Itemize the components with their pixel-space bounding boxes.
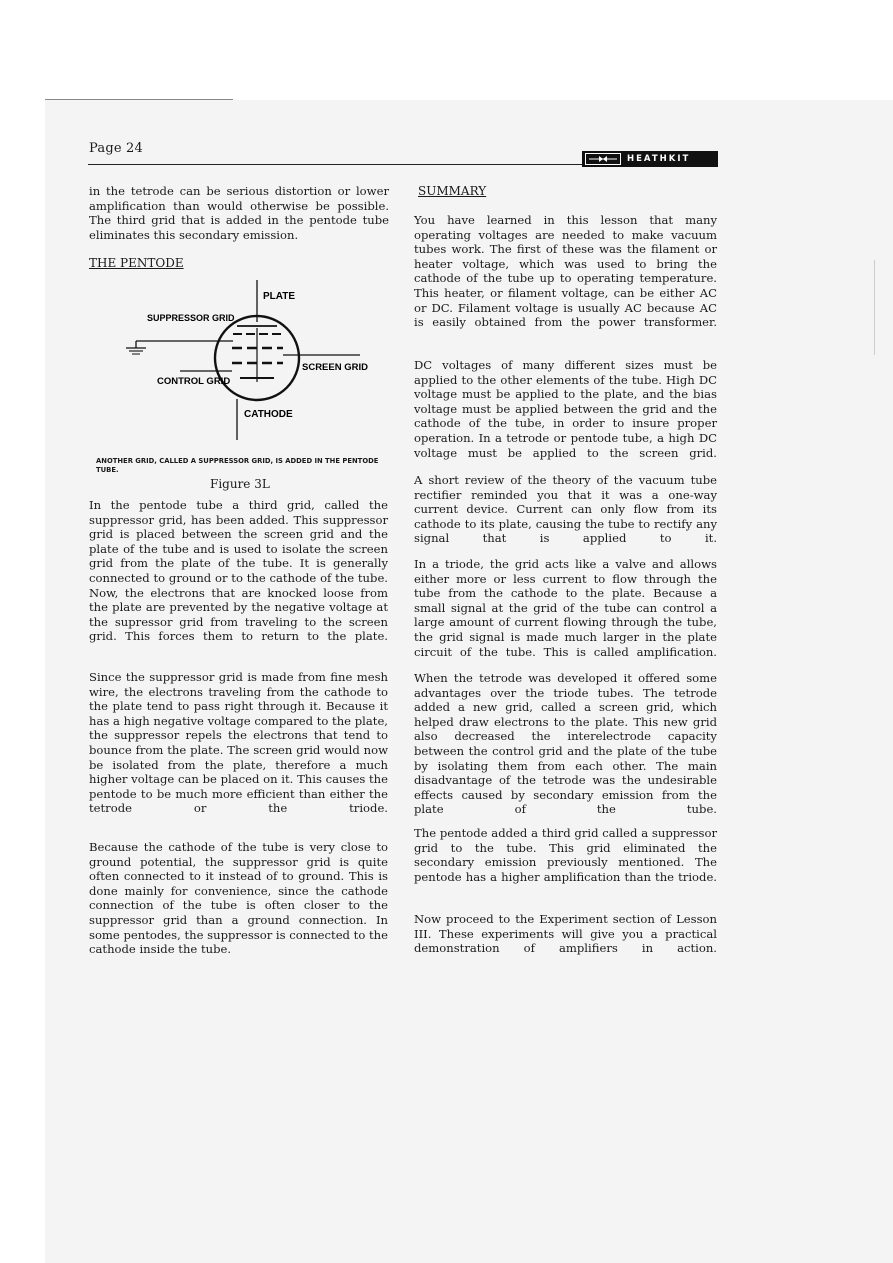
left-paragraph-1: In the pentode tube a third grid, called the suppressor grid, has been added. This suppressor grid is placed between the screen grid and the plate of the tube and is used to isolate the screen grid from the plate of the tube. It is generally connected to ground or to the cathode of the tube. Now, the electrons that are knocked loose from the plate are prevented by the negative voltage at the supressor grid from traveling to the screen grid. This forces them to return to the plate. bbox=[89, 498, 388, 644]
label-screen-grid: SCREEN GRID bbox=[302, 362, 368, 373]
label-control-grid: CONTROL GRID bbox=[157, 376, 231, 387]
label-suppressor-grid: SUPPRESSOR GRID bbox=[147, 313, 235, 323]
edge-mark bbox=[874, 260, 875, 355]
right-paragraph-1: You have learned in this lesson that many operating voltages are needed to make vacuum tubes work. The first of these was the filament or heater voltage, which was used to bring the cathode of the tube up to operating temperature. This heater, or filament voltage, can be either AC or DC. Filament voltage is usually AC because AC is easily obtained from the power transformer. bbox=[414, 213, 717, 330]
summary-heading: SUMMARY bbox=[418, 184, 487, 198]
page-number: Page 24 bbox=[89, 141, 144, 156]
right-paragraph-6: The pentode added a third grid called a suppressor grid to the tube. This grid eliminated the secondary emission previously mentioned. The pentode has a higher amplification than the triode. bbox=[414, 826, 717, 884]
label-plate: PLATE bbox=[263, 291, 296, 302]
right-paragraph-7: Now proceed to the Experiment section of Lesson III. These experiments will give you a practical demonstration of amplifiers in action. bbox=[414, 912, 717, 956]
logo-brand-text: HEATHKIT bbox=[627, 153, 691, 164]
figure-number: Figure 3L bbox=[210, 477, 270, 491]
logo-mark-icon bbox=[585, 153, 621, 165]
label-cathode: CATHODE bbox=[244, 409, 293, 420]
right-paragraph-3: A short review of the theory of the vacuum tube rectifier reminded you that it was a one-way current device. Current can only flow from its cathode to its plate, causing the tube to rectify any signal that is applied to it. bbox=[414, 473, 717, 546]
top-rule bbox=[45, 99, 233, 100]
heathkit-logo bbox=[582, 151, 718, 167]
right-paragraph-5: When the tetrode was developed it offered some advantages over the triode tubes. The tetrode added a new grid, called a screen grid, which helped draw electrons to the plate. This new grid also decreased the interelectrode capacity between the control grid and the plate of the tube by isolating them from each other. The main disadvantage of the tetrode was the undesirable effects caused by secondary emission from the plate of the tube. bbox=[414, 671, 717, 817]
pentode-diagram bbox=[120, 278, 380, 443]
right-paragraph-2: DC voltages of many different sizes must be applied to the other elements of the tube. High DC voltage must be applied to the plate, and the bias voltage must be applied between the grid and the cathode of the tube, in order to insure proper operation. In a tetrode or pentode tube, a high DC voltage must be applied to the screen grid. bbox=[414, 358, 717, 460]
figure-caption: ANOTHER GRID, CALLED A SUPPRESSOR GRID, IS ADDED IN THE PENTODE TUBE. bbox=[96, 457, 379, 474]
left-paragraph-2: Since the suppressor grid is made from fine mesh wire, the electrons traveling from the cathode to the plate tend to pass right through it. Because it has a high negative voltage compared to the plate, the suppressor repels the electrons that tend to bounce from the plate. The screen grid would now be isolated from the plate, therefore a much higher voltage can be placed on it. This causes the pentode to be much more efficient than either the tetrode or the triode. bbox=[89, 670, 388, 816]
left-paragraph-3: Because the cathode of the tube is very close to ground potential, the suppressor grid is quite often connected to it instead of to ground. This is done mainly for convenience, since the cathode connection of the tube is often closer to the suppressor grid than a ground connection. In some pentodes, the suppressor is connected to the cathode inside the tube. bbox=[89, 840, 388, 957]
right-paragraph-4: In a triode, the grid acts like a valve and allows either more or less current to flow through the tube from the cathode to the plate. Because a small signal at the grid of the tube can control a large amount of current flowing through the tube, the grid signal is made much larger in the plate circuit of the tube. This is called amplification. bbox=[414, 557, 717, 659]
pentode-heading: THE PENTODE bbox=[89, 256, 184, 270]
left-intro-paragraph: in the tetrode can be serious distortion or lower amplification than would otherwise be possible. The third grid that is added in the pentode tube eliminates this secondary emission. bbox=[89, 184, 389, 242]
